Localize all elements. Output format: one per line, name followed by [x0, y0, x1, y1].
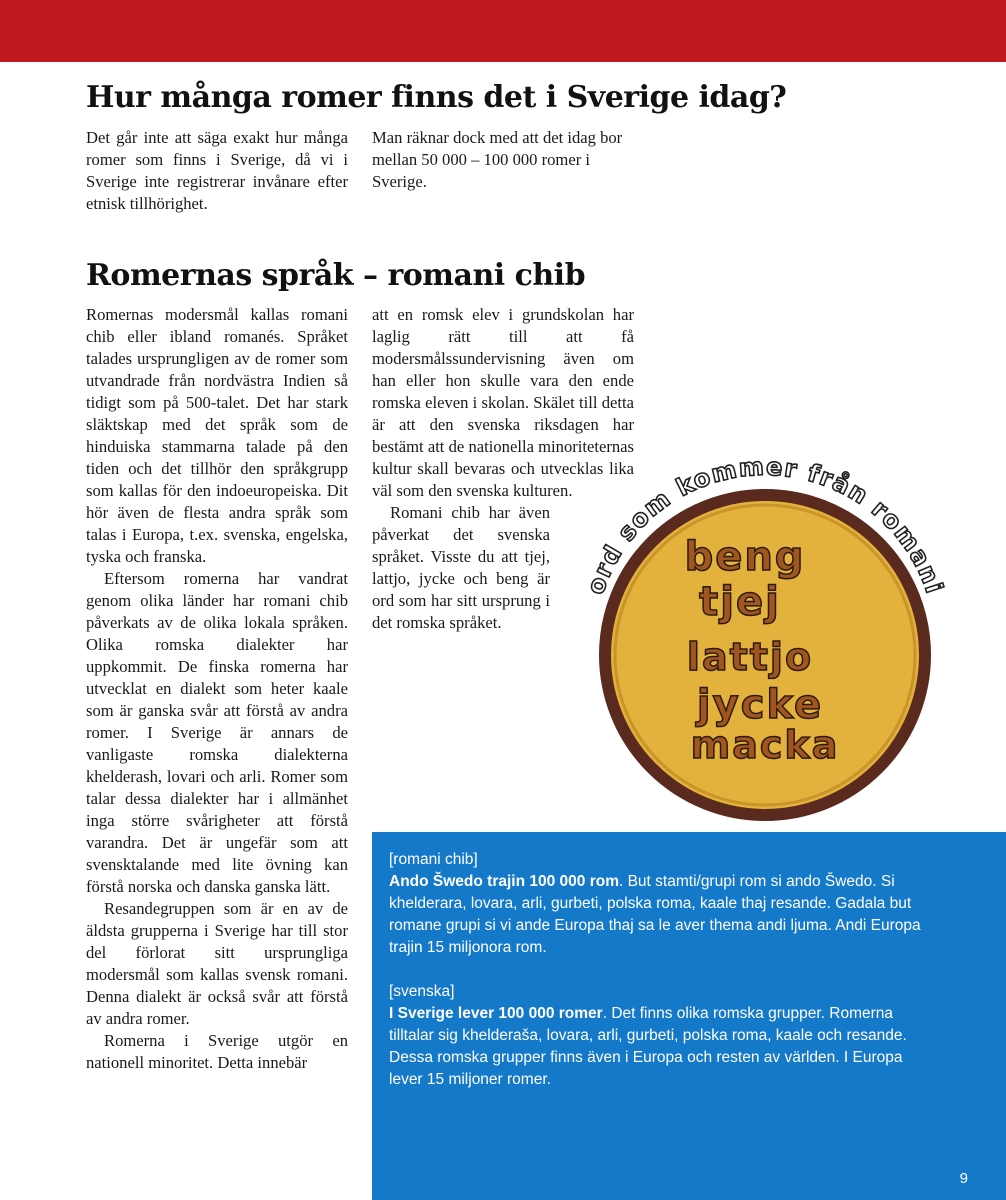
intro-column-right [372, 127, 640, 193]
word-jycke: jycke [696, 682, 824, 728]
word-macka: macka [690, 723, 840, 767]
arc-caption: ord som kommer från romani [581, 452, 949, 598]
section-title-population: Hur många romer finns det i Sverige idag? [86, 80, 787, 115]
paragraph-svenska [389, 1003, 934, 1091]
section-title-language: Romernas språk – romani chib [86, 258, 586, 293]
intro-column-left [86, 127, 348, 215]
info-box [372, 832, 1006, 1200]
top-color-banner [0, 0, 1006, 62]
lead-romani: Ando Šwedo trajin 100 000 rom [389, 873, 619, 890]
romani-words-illustration [560, 440, 970, 835]
paragraph: Romerna i Sverige utgör en nationell minoritet. Detta innebär [86, 1031, 348, 1072]
word-tjej: tjej [699, 579, 781, 625]
paragraph: Det går inte att säga exakt hur många romer som finns i Sverige, då vi i Sverige inte registrerar invånare efter etnisk tillhörighet. [86, 128, 348, 213]
lang-label-svenska: [svenska] [389, 983, 455, 1000]
body-column-left [86, 304, 348, 1074]
text-svenska: . Det finns olika romska grupper. Romerna tilltalar sig khelderaša, lovara, arli, gurbeti, polska roma, kaale och resande. Dessa romska grupper finns även i Europa och resten av världen. I Europa lever 15 miljoner romer. [389, 1005, 907, 1088]
lead-svenska: I Sverige lever 100 000 romer [389, 1005, 603, 1022]
paragraph: att en romsk elev i grundskolan har laglig rätt till att få modersmålssundervisning även om han eller hon skulle vara den ende romska eleven i skolan. Skälet till detta är att den svenska riksdagen har bestämt att de nationella minoriteternas kultur skall bevaras och utvecklas lika väl som den svenska kulturen. [372, 305, 634, 500]
paragraph: Romernas modersmål kallas romani chib eller ibland romanés. Språket talades ursprungligen av de romer som utvandrade från nordvästra Indien så tidigt som på 500-talet. Det har stark släktskap med det språk som de hinduiska stammarna talade på den tiden och det tillhör den språkgrupp som kallas för den indoeuropeiska. Dit hör även de flesta andra språk som talas i Europa, t.ex. svenska, engelska, tyska och franska. [86, 305, 348, 566]
lang-label-romani: [romani chib] [389, 851, 478, 868]
paragraph: Romani chib har även påverkat det svenska språket. Visste du att tjej, lattjo, jycke och beng är ord som har sitt ursprung i det romska språket. [372, 503, 550, 632]
word-lattjo: lattjo [686, 635, 814, 679]
paragraph: Man räknar dock med att det idag bor mellan 50 000 – 100 000 romer i Sverige. [372, 128, 623, 191]
text-romani: . But stamti/grupi rom si ando Šwedo. Si khelderara, lovara, arli, gurbeti, polska roma, kaale thaj resande. Gadala but romane grupi si vi ande Europa thaj sa le aver thema andi ljuma. Andi Europa trajin 15 miljonora rom. [389, 873, 921, 956]
coin-graphic [560, 440, 970, 835]
paragraph-romani [389, 871, 934, 959]
page-number: 9 [959, 1170, 968, 1187]
paragraph: Resandegruppen som är en av de äldsta grupperna i Sverige har till stor del förlorat sitt ursprungliga modersmål som kallas svensk romani. Denna dialekt är också svår att förstå av andra romer. [86, 899, 348, 1028]
word-beng: beng [684, 534, 806, 580]
paragraph: Eftersom romerna har vandrat genom olika länder har romani chib påverkats av de olika lokala språken. Olika romska dialekter har uppkommit. De finska romerna har utvecklat en dialekt som heter kaale som är ganska svår att förstå av andra romer. I Sverige är annars de vanligaste romska dialekterna khelderash, lovari och arli. Romer som talar dessa dialekter har i allmänhet inga större svårigheter att förstå varandra. Det är ungefär som att svensktalande med lite övning kan förstå norska och danska ganska lätt. [86, 569, 348, 896]
